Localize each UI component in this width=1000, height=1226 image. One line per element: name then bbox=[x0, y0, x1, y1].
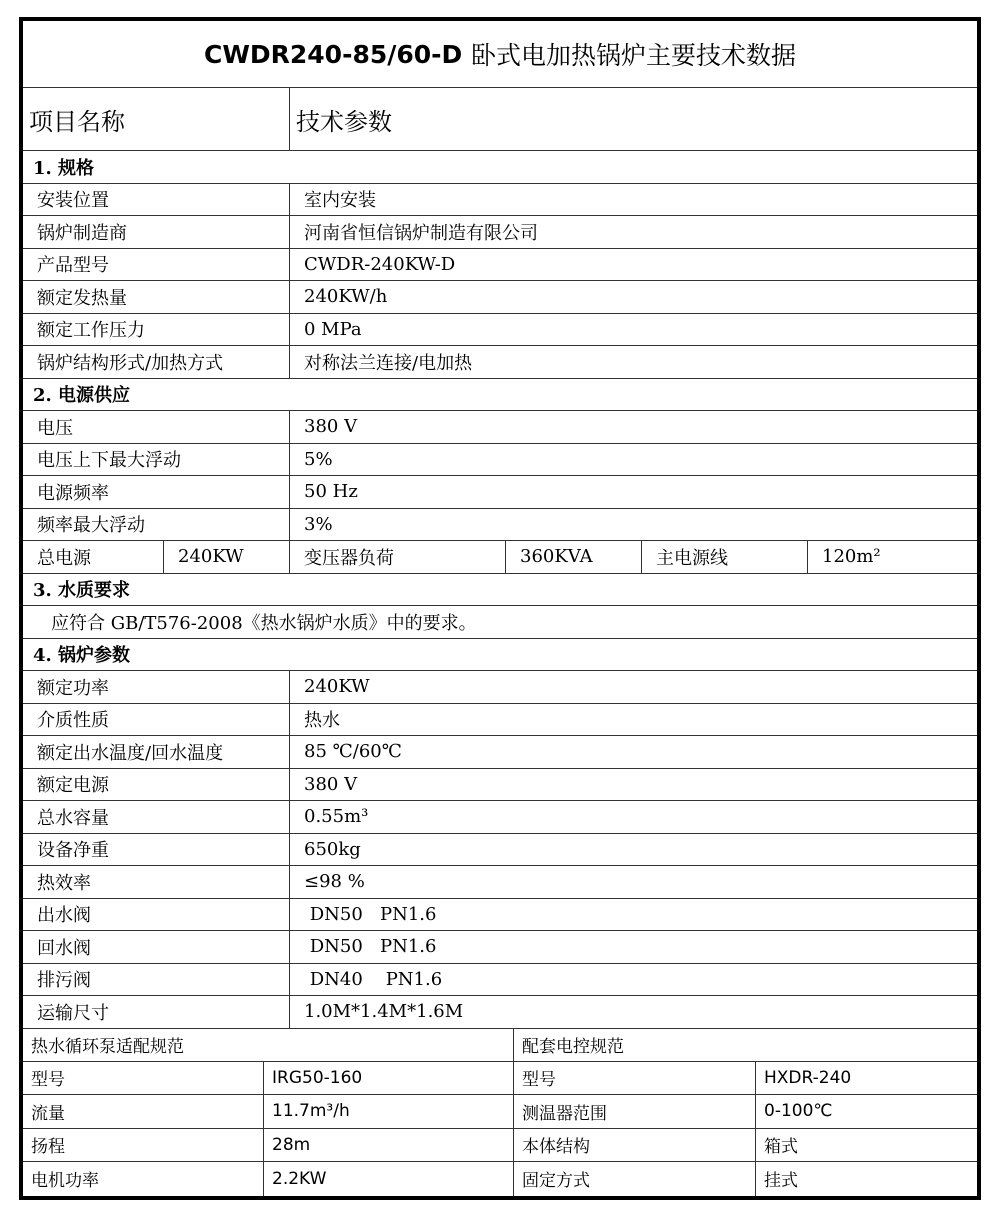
section-label: 4. 锅炉参数 bbox=[33, 645, 131, 667]
row-label: 排污阀 bbox=[37, 970, 91, 992]
control-row-value: 箱式 bbox=[755, 1129, 977, 1162]
section-label: 2. 电源供应 bbox=[33, 385, 131, 407]
section-label: 1. 规格 bbox=[33, 157, 95, 179]
table-row bbox=[23, 249, 977, 282]
row-value: 3% bbox=[289, 509, 977, 541]
control-row-label: 测温器范围 bbox=[513, 1095, 755, 1128]
pump-row-label: 型号 bbox=[31, 1070, 65, 1091]
pump-row-value: 2.2KW bbox=[263, 1162, 513, 1196]
table-row bbox=[23, 736, 977, 769]
row-label: 额定功率 bbox=[37, 677, 109, 699]
table-row bbox=[23, 314, 977, 347]
control-row-label: 型号 bbox=[513, 1062, 755, 1095]
table-row bbox=[23, 964, 977, 997]
row-value: 5% bbox=[289, 444, 977, 476]
table-row bbox=[23, 411, 977, 444]
table-row bbox=[23, 866, 977, 899]
section-water-quality bbox=[23, 574, 977, 607]
total-power-label: 总电源 bbox=[37, 547, 91, 569]
transformer-load-label: 变压器负荷 bbox=[289, 541, 505, 573]
table-row bbox=[23, 1162, 977, 1196]
row-value: 650kg bbox=[289, 834, 977, 866]
table-row bbox=[23, 1095, 977, 1129]
main-power-line-label: 主电源线 bbox=[641, 541, 807, 573]
row-label: 总水容量 bbox=[37, 807, 109, 829]
pump-row-value: 11.7m³/h bbox=[263, 1095, 513, 1128]
table-row bbox=[23, 801, 977, 834]
section-spec bbox=[23, 151, 977, 184]
table-row bbox=[23, 216, 977, 249]
row-label: 额定发热量 bbox=[37, 287, 127, 309]
transformer-load-value: 360KVA bbox=[505, 541, 641, 573]
pump-row-value: IRG50-160 bbox=[263, 1062, 513, 1095]
control-row-label: 固定方式 bbox=[513, 1162, 755, 1196]
row-label: 锅炉结构形式/加热方式 bbox=[37, 352, 224, 374]
table-row bbox=[23, 899, 977, 932]
row-value: 240KW/h bbox=[289, 281, 977, 313]
control-row-value: 挂式 bbox=[755, 1162, 977, 1196]
row-label: 热效率 bbox=[37, 872, 91, 894]
power-split-row bbox=[23, 541, 977, 574]
row-value: CWDR-240KW-D bbox=[289, 249, 977, 281]
row-label: 出水阀 bbox=[37, 905, 91, 927]
table-row bbox=[23, 931, 977, 964]
row-label: 电压上下最大浮动 bbox=[37, 450, 181, 472]
row-label: 额定出水温度/回水温度 bbox=[37, 742, 224, 764]
pump-row-label: 电机功率 bbox=[31, 1171, 99, 1192]
row-value: 240KW bbox=[289, 671, 977, 703]
table-row bbox=[23, 281, 977, 314]
title-row bbox=[23, 21, 977, 88]
total-power-value: 240KW bbox=[163, 541, 289, 573]
table-row bbox=[23, 704, 977, 737]
row-value: 河南省恒信锅炉制造有限公司 bbox=[289, 216, 977, 248]
row-label: 产品型号 bbox=[37, 255, 109, 277]
row-value: DN40 PN1.6 bbox=[289, 964, 977, 996]
row-label: 频率最大浮动 bbox=[37, 515, 145, 537]
table-row bbox=[23, 476, 977, 509]
row-label: 设备净重 bbox=[37, 840, 109, 862]
control-row-value: 0-100℃ bbox=[755, 1095, 977, 1128]
main-power-line-value: 120m² bbox=[807, 541, 977, 573]
row-value: 对称法兰连接/电加热 bbox=[289, 346, 977, 378]
water-quality-note-row bbox=[23, 606, 977, 639]
row-value: DN50 PN1.6 bbox=[289, 931, 977, 963]
row-value: 0 MPa bbox=[289, 314, 977, 346]
row-value: 380 V bbox=[289, 411, 977, 443]
control-spec-title: 配套电控规范 bbox=[513, 1029, 977, 1061]
table-row bbox=[23, 1129, 977, 1163]
row-value: 50 Hz bbox=[289, 476, 977, 508]
table-row bbox=[23, 834, 977, 867]
water-quality-note: 应符合 GB/T576-2008《热水锅炉水质》中的要求。 bbox=[51, 612, 477, 634]
pump-spec-title: 热水循环泵适配规范 bbox=[31, 1037, 184, 1057]
spec-table bbox=[19, 17, 981, 1200]
row-value: 0.55m³ bbox=[289, 801, 977, 833]
section-boiler-params bbox=[23, 639, 977, 672]
table-row bbox=[23, 184, 977, 217]
table-row bbox=[23, 346, 977, 379]
row-label: 安装位置 bbox=[37, 190, 109, 212]
row-label: 电源频率 bbox=[37, 482, 109, 504]
table-row bbox=[23, 671, 977, 704]
title-model: CWDR240-85/60-D bbox=[203, 39, 463, 69]
section-power bbox=[23, 379, 977, 412]
row-value: 1.0M*1.4M*1.6M bbox=[289, 996, 977, 1028]
title-name: 卧式电加热锅炉主要技术数据 bbox=[471, 41, 797, 70]
row-value: 85 ℃/60℃ bbox=[289, 736, 977, 768]
control-row-label: 本体结构 bbox=[513, 1129, 755, 1162]
header-tech-params: 技术参数 bbox=[289, 88, 977, 150]
subtable-header-row bbox=[23, 1029, 977, 1062]
table-row bbox=[23, 769, 977, 802]
section-label: 3. 水质要求 bbox=[33, 580, 131, 602]
row-label: 额定工作压力 bbox=[37, 320, 145, 342]
row-value: 热水 bbox=[289, 704, 977, 736]
header-item-name: 项目名称 bbox=[29, 107, 125, 136]
row-label: 电压 bbox=[37, 417, 73, 439]
row-value: ≤98 % bbox=[289, 866, 977, 898]
table-row bbox=[23, 1062, 977, 1096]
row-label: 介质性质 bbox=[37, 710, 109, 732]
table-row bbox=[23, 996, 977, 1029]
row-value: 室内安装 bbox=[289, 184, 977, 216]
row-label: 锅炉制造商 bbox=[37, 222, 127, 244]
pump-row-label: 流量 bbox=[31, 1103, 65, 1124]
table-row bbox=[23, 444, 977, 477]
row-label: 额定电源 bbox=[37, 775, 109, 797]
page-title bbox=[23, 21, 977, 87]
header-row bbox=[23, 88, 977, 151]
row-value: 380 V bbox=[289, 769, 977, 801]
pump-row-value: 28m bbox=[263, 1129, 513, 1162]
pump-row-label: 扬程 bbox=[31, 1137, 65, 1158]
table-row bbox=[23, 509, 977, 542]
control-row-value: HXDR-240 bbox=[755, 1062, 977, 1095]
row-label: 运输尺寸 bbox=[37, 1002, 109, 1024]
row-label: 回水阀 bbox=[37, 937, 91, 959]
row-value: DN50 PN1.6 bbox=[289, 899, 977, 931]
